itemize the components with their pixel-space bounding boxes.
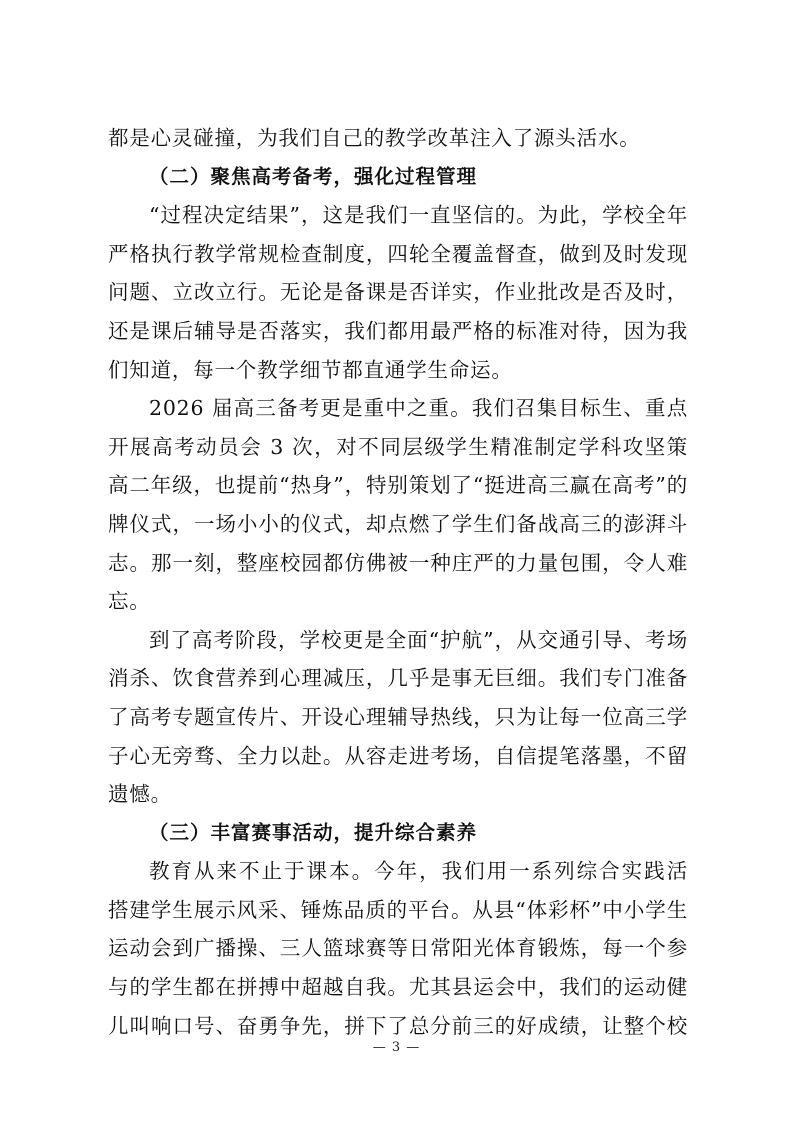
body-text-line: 高二年级，也提前“热身”，特别策划了“挺进高三赢在高考”的 [108, 473, 688, 498]
body-text-line: 儿叫响口号、奋勇争先，拼下了总分前三的好成绩，让整个校 [108, 1013, 688, 1038]
body-text-line: 牌仪式，一场小小的仪式，却点燃了学生们备战高三的澎湃斗 [108, 511, 688, 536]
document-page [108, 119, 688, 1045]
body-text-line: 志。那一刻，整座校园都仿佛被一种庄严的力量包围，令人难 [108, 550, 688, 575]
body-text-line: 们知道，每一个教学细节都直通学生命运。 [108, 357, 513, 382]
body-text-line: 消杀、饮食营养到心理减压，几乎是事无巨细。我们专门准备 [108, 666, 688, 691]
paragraph-first-line: “过程决定结果”，这是我们一直坚信的。为此，学校全年 [149, 203, 688, 228]
paragraph-first-line: 到了高考阶段，学校更是全面“护航”，从交通引导、考场 [149, 627, 688, 652]
page-number: — 3 — [372, 1040, 421, 1055]
body-text-line: 开展高考动员会 3 次，对不同层级学生精准制定学科攻坚策 [108, 434, 688, 459]
paragraph-first-line: 2026 届高三备考更是重中之重。我们召集目标生、重点 [149, 396, 688, 421]
body-text-line: 子心无旁骛、全力以赴。从容走进考场，自信提笔落墨，不留 [108, 743, 688, 768]
section-heading: （二）聚焦高考备考，强化过程管理 [149, 164, 478, 188]
body-text-line: 与的学生都在拼搏中超越自我。尤其县运会中，我们的运动健 [108, 975, 688, 1000]
body-text-line: 问题、立改立行。无论是备课是否详实，作业批改是否及时， [108, 280, 688, 305]
body-text-line: 还是课后辅导是否落实，我们都用最严格的标准对待，因为我 [108, 318, 688, 343]
body-text-line: 严格执行教学常规检查制度，四轮全覆盖督查，做到及时发现 [108, 241, 688, 266]
body-text-line: 搭建学生展示风采、锤炼品质的平台。从县“体彩杯”中小学生 [108, 897, 688, 922]
body-text-line: 了高考专题宣传片、开设心理辅导热线，只为让每一位高三学 [108, 704, 688, 729]
section-heading: （三）丰富赛事活动，提升综合素养 [149, 820, 478, 844]
body-text-line: 都是心灵碰撞，为我们自己的教学改革注入了源头活水。 [108, 126, 641, 150]
body-text-line: 运动会到广播操、三人篮球赛等日常阳光体育锻炼，每一个参 [108, 936, 688, 961]
body-text-line: 忘。 [108, 589, 151, 614]
body-text-line: 遗憾。 [108, 782, 172, 807]
paragraph-first-line: 教育从来不止于课本。今年，我们用一系列综合实践活 [149, 859, 688, 884]
